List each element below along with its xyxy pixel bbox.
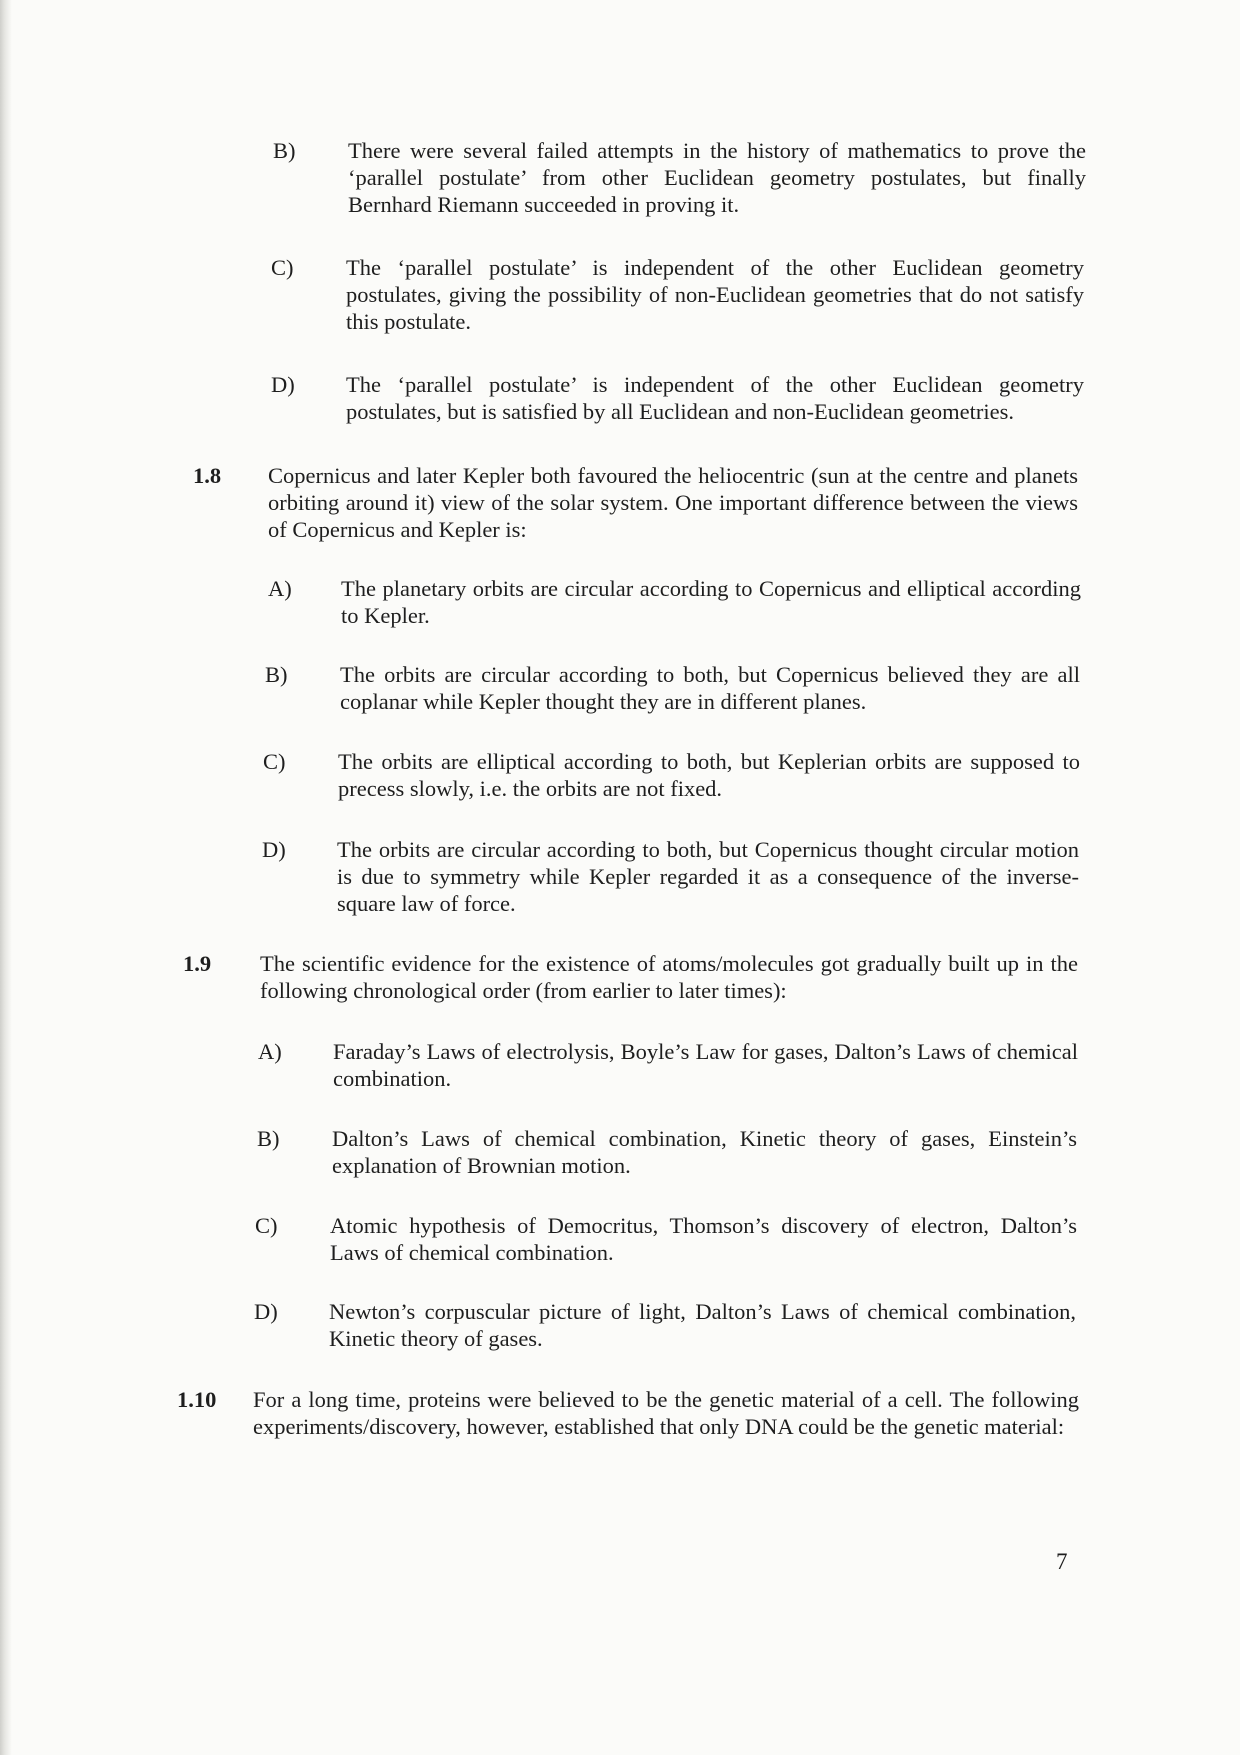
option-label: C) xyxy=(271,255,294,280)
option-label: D) xyxy=(271,372,295,397)
option-text: The orbits are circular according to both, but Copernicus thought circular motion is due to symmetry while Kepler regarded it as a consequence of the inverse-square law of force. xyxy=(337,837,1079,916)
option-text: The ‘parallel postulate’ is independent of the other Euclidean geometry postulates, but is satisfied by all Euclidean and non-Euclidean geometries. xyxy=(346,372,1084,424)
option-label: B) xyxy=(257,1126,280,1151)
option-text: The orbits are circular according to both, but Copernicus believed they are all coplanar while Kepler thought they are in different planes. xyxy=(340,662,1080,714)
option-label: C) xyxy=(263,749,286,774)
option-label: D) xyxy=(262,837,286,862)
option-text: The ‘parallel postulate’ is independent of the other Euclidean geometry postulates, giving the possibility of non-Euclidean geometries that do not satisfy this postulate. xyxy=(346,255,1084,334)
option-text: The planetary orbits are circular according to Copernicus and elliptical according to Kepler. xyxy=(341,576,1081,628)
question-number: 1.10 xyxy=(177,1387,217,1412)
option-text: Dalton’s Laws of chemical combination, Kinetic theory of gases, Einstein’s explanation of Brownian motion. xyxy=(332,1126,1077,1178)
option-label: A) xyxy=(258,1039,282,1064)
option-label: B) xyxy=(265,662,288,687)
option-text: Faraday’s Laws of electrolysis, Boyle’s Law for gases, Dalton’s Laws of chemical combination. xyxy=(333,1039,1078,1091)
option-label: B) xyxy=(273,138,296,163)
question-text: Copernicus and later Kepler both favoured the heliocentric (sun at the centre and planets orbiting around it) view of the solar system. One important difference between the views of Copernicus and Kepler is: xyxy=(268,463,1078,542)
question-text: The scientific evidence for the existence of atoms/molecules got gradually built up in the following chronological order (from earlier to later times): xyxy=(260,951,1078,1003)
option-label: D) xyxy=(254,1299,278,1324)
option-text: Atomic hypothesis of Democritus, Thomson’s discovery of electron, Dalton’s Laws of chemical combination. xyxy=(330,1213,1077,1265)
question-number: 1.9 xyxy=(183,951,212,976)
page-number: 7 xyxy=(1056,1549,1068,1574)
question-text: For a long time, proteins were believed to be the genetic material of a cell. The following experiments/discovery, however, established that only DNA could be the genetic material: xyxy=(253,1387,1079,1439)
question-number: 1.8 xyxy=(193,463,222,488)
option-label: C) xyxy=(255,1213,278,1238)
option-text: There were several failed attempts in the history of mathematics to prove the ‘parallel postulate’ from other Euclidean geometry postulates, but finally Bernhard Riemann succeeded in proving it. xyxy=(348,138,1086,217)
option-label: A) xyxy=(268,576,292,601)
option-text: Newton’s corpuscular picture of light, Dalton’s Laws of chemical combination, Kinetic theory of gases. xyxy=(329,1299,1076,1351)
option-text: The orbits are elliptical according to both, but Keplerian orbits are supposed to precess slowly, i.e. the orbits are not fixed. xyxy=(338,749,1080,801)
